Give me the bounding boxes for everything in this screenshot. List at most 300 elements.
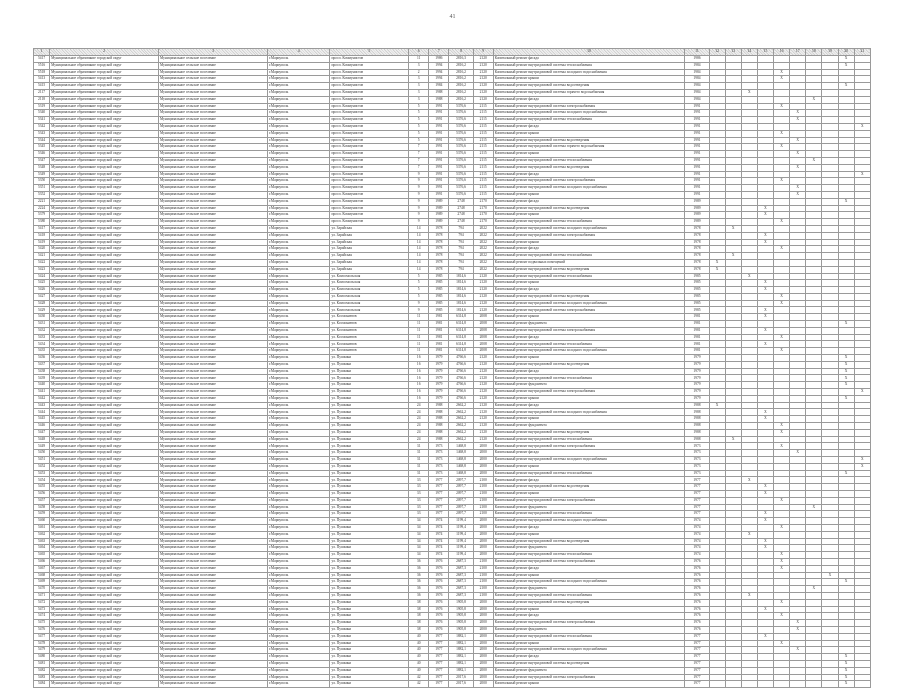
table-cell xyxy=(854,212,870,219)
table-cell: ул. Космонавтов xyxy=(330,334,409,341)
table-cell xyxy=(725,599,741,606)
table-cell xyxy=(822,463,838,470)
table-cell: г.Мариуполь xyxy=(267,667,330,674)
table-cell: Муниципальное сельское поселение xyxy=(159,62,268,69)
table-row xyxy=(34,579,871,586)
table-cell xyxy=(741,144,757,151)
table-cell: Муниципальное образование городской округ xyxy=(50,416,159,423)
table-cell: 1978 xyxy=(429,253,449,260)
table-cell: 1814,6 xyxy=(449,300,473,307)
column-header: 8 xyxy=(449,49,473,56)
table-cell xyxy=(757,402,773,409)
table-cell: 3 xyxy=(409,62,429,69)
table-cell: 2000 xyxy=(473,538,493,545)
table-cell: Капитальный ремонт внутридомовой системы водоотведения xyxy=(493,429,685,436)
table-cell: 2115 xyxy=(473,103,493,110)
table-cell: Капитальный ремонт крыши xyxy=(493,416,685,423)
table-cell xyxy=(806,76,822,83)
table-cell xyxy=(854,538,870,545)
table-cell xyxy=(725,137,741,144)
table-cell: просп. Коммунистов xyxy=(330,198,409,205)
table-cell xyxy=(725,62,741,69)
table-cell xyxy=(854,96,870,103)
table-cell xyxy=(709,389,725,396)
table-cell: 38 xyxy=(409,613,429,620)
table-cell xyxy=(790,524,806,531)
table-row xyxy=(34,130,871,137)
table-cell xyxy=(790,361,806,368)
table-cell xyxy=(709,504,725,511)
table-cell: Муниципальное образование городской округ xyxy=(50,259,159,266)
table-cell: X xyxy=(725,436,741,443)
table-cell: Муниципальное сельское поселение xyxy=(159,667,268,674)
table-cell: 9 xyxy=(409,171,429,178)
table-cell: Муниципальное образование городской округ xyxy=(50,103,159,110)
table-cell: ул. Зарайская xyxy=(330,253,409,260)
table-cell: X xyxy=(790,110,806,117)
table-cell: Муниципальное сельское поселение xyxy=(159,137,268,144)
table-cell xyxy=(838,69,854,76)
table-cell xyxy=(838,103,854,110)
table-cell: 1973 xyxy=(685,470,709,477)
table-cell: 1974 xyxy=(685,538,709,545)
table-cell: X xyxy=(806,504,822,511)
table-cell xyxy=(757,62,773,69)
table-cell xyxy=(854,524,870,531)
table-cell: 14 xyxy=(409,246,429,253)
table-cell: 5455 xyxy=(34,484,50,491)
table-cell: X xyxy=(854,389,870,396)
table-cell: 1905,8 xyxy=(449,626,473,633)
table-cell xyxy=(741,123,757,130)
table-cell: 11 xyxy=(409,334,429,341)
table-cell: г.Мариуполь xyxy=(267,225,330,232)
table-cell: 3 xyxy=(409,76,429,83)
table-cell: ул. Пушкина xyxy=(330,565,409,572)
table-cell: Капитальный ремонт фундамента xyxy=(493,504,685,511)
table-cell: 36 xyxy=(409,579,429,586)
table-cell xyxy=(854,266,870,273)
table-cell: X xyxy=(757,341,773,348)
table-cell: просп. Коммунистов xyxy=(330,151,409,158)
table-cell: Муниципальное сельское поселение xyxy=(159,538,268,545)
table-cell: 2022 xyxy=(473,246,493,253)
table-cell: 1991 xyxy=(685,185,709,192)
table-cell xyxy=(822,538,838,545)
table-cell xyxy=(854,395,870,402)
table-cell xyxy=(741,321,757,328)
table-cell xyxy=(709,633,725,640)
table-cell xyxy=(838,640,854,647)
table-cell xyxy=(854,239,870,246)
table-cell xyxy=(854,273,870,280)
table-cell xyxy=(822,62,838,69)
table-cell: 5423 xyxy=(34,266,50,273)
table-cell xyxy=(774,185,790,192)
table-cell: 2120 xyxy=(473,307,493,314)
table-cell xyxy=(822,171,838,178)
table-cell: Муниципальное сельское поселение xyxy=(159,117,268,124)
table-cell: 9 xyxy=(409,198,429,205)
table-cell xyxy=(806,674,822,681)
table-cell xyxy=(741,626,757,633)
table-cell: Капитальный ремонт внутридомовой системы электроснабжения xyxy=(493,327,685,334)
table-cell: ул. Пушкина xyxy=(330,599,409,606)
table-cell: 2120 xyxy=(473,300,493,307)
table-cell: 1978 xyxy=(429,232,449,239)
table-cell xyxy=(709,586,725,593)
table-cell: 1905,8 xyxy=(449,613,473,620)
table-cell xyxy=(725,355,741,362)
column-header: 2 xyxy=(50,49,159,56)
table-cell: Муниципальное сельское поселение xyxy=(159,660,268,667)
table-cell: 2115 xyxy=(473,178,493,185)
table-cell: 1468,8 xyxy=(449,463,473,470)
table-cell xyxy=(854,572,870,579)
table-cell xyxy=(709,83,725,90)
table-cell xyxy=(709,518,725,525)
table-cell xyxy=(725,151,741,158)
table-cell: Муниципальное образование городской округ xyxy=(50,674,159,681)
table-cell: ул. Пушкина xyxy=(330,586,409,593)
table-cell xyxy=(774,592,790,599)
table-cell: Капитальный ремонт фасада xyxy=(493,334,685,341)
table-cell: 5480 xyxy=(34,654,50,661)
table-cell: 6314,8 xyxy=(449,334,473,341)
table-cell xyxy=(838,164,854,171)
column-header: 9 xyxy=(473,49,493,56)
table-cell xyxy=(741,178,757,185)
table-cell: 24 xyxy=(409,436,429,443)
table-cell xyxy=(725,198,741,205)
table-cell xyxy=(741,491,757,498)
table-cell: 5462 xyxy=(34,531,50,538)
table-row xyxy=(34,355,871,362)
table-cell: 2000 xyxy=(473,463,493,470)
table-cell: 2748 xyxy=(449,219,473,226)
table-cell xyxy=(790,511,806,518)
table-cell: Муниципальное образование городской округ xyxy=(50,395,159,402)
table-cell: 5376,6 xyxy=(449,151,473,158)
table-cell: 5473 xyxy=(34,606,50,613)
table-cell: 2100 xyxy=(473,579,493,586)
table-cell: 1988 xyxy=(429,409,449,416)
table-cell: г.Мариуполь xyxy=(267,375,330,382)
table-cell xyxy=(854,259,870,266)
table-cell xyxy=(790,606,806,613)
table-cell xyxy=(822,110,838,117)
table-cell: 5449 xyxy=(34,443,50,450)
table-cell: просп. Коммунистов xyxy=(330,62,409,69)
table-cell: 1979 xyxy=(429,361,449,368)
table-row xyxy=(34,606,871,613)
table-row xyxy=(34,477,871,484)
table-cell xyxy=(741,511,757,518)
table-cell: Капитальный ремонт внутридомовой системы электроснабжения xyxy=(493,178,685,185)
table-cell xyxy=(725,416,741,423)
table-cell xyxy=(822,518,838,525)
table-cell: Муниципальное образование городской округ xyxy=(50,334,159,341)
table-cell xyxy=(854,103,870,110)
table-cell: Капитальный ремонт внутридомовой системы водоотведения xyxy=(493,484,685,491)
table-cell xyxy=(741,219,757,226)
table-cell: 1977 xyxy=(429,511,449,518)
table-cell: ул. Комсомольская xyxy=(330,307,409,314)
table-cell xyxy=(806,225,822,232)
table-row xyxy=(34,511,871,518)
table-cell: Муниципальное образование городской округ xyxy=(50,681,159,688)
table-cell: г.Мариуполь xyxy=(267,606,330,613)
table-cell: Муниципальное сельское поселение xyxy=(159,83,268,90)
table-cell: г.Мариуполь xyxy=(267,647,330,654)
table-cell xyxy=(709,355,725,362)
table-cell xyxy=(741,436,757,443)
table-cell: 2008 xyxy=(473,334,493,341)
table-cell: 1973 xyxy=(429,470,449,477)
table-cell: 2115 xyxy=(473,144,493,151)
table-cell xyxy=(806,239,822,246)
table-cell xyxy=(838,259,854,266)
table-cell: г.Мариуполь xyxy=(267,565,330,572)
table-cell: г.Мариуполь xyxy=(267,640,330,647)
table-cell: Муниципальное образование городской округ xyxy=(50,191,159,198)
table-cell xyxy=(709,545,725,552)
table-cell xyxy=(838,334,854,341)
table-cell: 1977 xyxy=(429,681,449,688)
table-cell: X xyxy=(774,144,790,151)
table-cell xyxy=(725,524,741,531)
table-cell: Муниципальное образование городской округ xyxy=(50,402,159,409)
table-cell: Муниципальное сельское поселение xyxy=(159,484,268,491)
table-cell: г.Мариуполь xyxy=(267,327,330,334)
table-cell xyxy=(822,246,838,253)
table-cell xyxy=(806,660,822,667)
table-cell: 5376,6 xyxy=(449,130,473,137)
table-cell xyxy=(822,382,838,389)
table-cell xyxy=(790,178,806,185)
table-cell xyxy=(806,457,822,464)
table-cell xyxy=(725,178,741,185)
table-row xyxy=(34,633,871,640)
table-cell xyxy=(838,341,854,348)
table-cell: 11 xyxy=(409,321,429,328)
table-cell: 1977 xyxy=(429,504,449,511)
table-cell: 6314,8 xyxy=(449,321,473,328)
table-cell xyxy=(854,592,870,599)
table-cell: просп. Коммунистов xyxy=(330,191,409,198)
table-cell: 38 xyxy=(409,606,429,613)
table-cell: 2100 xyxy=(473,477,493,484)
table-cell xyxy=(709,341,725,348)
table-cell xyxy=(790,280,806,287)
table-cell: X xyxy=(757,327,773,334)
table-cell xyxy=(774,273,790,280)
table-cell xyxy=(790,341,806,348)
table-cell xyxy=(774,409,790,416)
table-cell: 2100 xyxy=(473,511,493,518)
table-cell: Капитальный ремонт внутридомовой системы холодного водоснабжения xyxy=(493,69,685,76)
table-cell: ул. Пушкина xyxy=(330,633,409,640)
table-cell: 2097,7 xyxy=(449,511,473,518)
table-cell xyxy=(806,56,822,63)
table-cell xyxy=(822,613,838,620)
table-cell: 1991 xyxy=(429,191,449,198)
table-cell: г.Мариуполь xyxy=(267,450,330,457)
table-cell: 1976 xyxy=(685,613,709,620)
table-cell: 11 xyxy=(409,56,429,63)
table-cell xyxy=(806,232,822,239)
table-cell xyxy=(725,484,741,491)
table-cell: 1988 xyxy=(429,89,449,96)
table-cell xyxy=(838,130,854,137)
table-cell: 1979 xyxy=(685,355,709,362)
table-cell: Капитальный ремонт фасада xyxy=(493,654,685,661)
table-cell xyxy=(757,552,773,559)
table-cell xyxy=(757,246,773,253)
table-cell: 1979 xyxy=(685,375,709,382)
table-cell xyxy=(838,436,854,443)
table-cell: X xyxy=(757,409,773,416)
table-cell xyxy=(725,259,741,266)
table-cell: Муниципальное сельское поселение xyxy=(159,545,268,552)
table-cell xyxy=(854,83,870,90)
table-cell xyxy=(757,504,773,511)
table-cell xyxy=(741,579,757,586)
column-header: 20 xyxy=(838,49,854,56)
table-cell xyxy=(725,395,741,402)
table-cell: Капитальный ремонт внутридомовой системы теплоснабжения xyxy=(493,470,685,477)
table-cell: Муниципальное сельское поселение xyxy=(159,429,268,436)
table-cell: Капитальный ремонт внутридомовой системы холодного водоснабжения xyxy=(493,185,685,192)
table-cell: 5424 xyxy=(34,273,50,280)
table-cell xyxy=(774,355,790,362)
table-cell: 2097,7 xyxy=(449,491,473,498)
table-cell xyxy=(709,171,725,178)
table-cell: Муниципальное образование городской округ xyxy=(50,504,159,511)
table-cell xyxy=(854,633,870,640)
table-cell xyxy=(822,266,838,273)
table-row xyxy=(34,232,871,239)
table-cell xyxy=(774,280,790,287)
table-cell: 1976 xyxy=(429,599,449,606)
table-cell xyxy=(725,389,741,396)
table-cell: 1814,6 xyxy=(449,287,473,294)
table-cell: 1978 xyxy=(685,239,709,246)
table-cell: 6314,8 xyxy=(449,341,473,348)
table-cell: 1981 xyxy=(429,321,449,328)
table-cell: 1468,8 xyxy=(449,443,473,450)
table-cell: Муниципальное образование городской округ xyxy=(50,361,159,368)
table-cell: Капитальный ремонт крыши xyxy=(493,606,685,613)
table-cell: ул. Пушкина xyxy=(330,558,409,565)
table-cell: 2115 xyxy=(473,137,493,144)
table-row xyxy=(34,293,871,300)
column-header: 3 xyxy=(159,49,268,56)
table-cell: 1976 xyxy=(685,579,709,586)
table-cell xyxy=(741,83,757,90)
table-cell: Капитальный ремонт внутридомовой системы теплоснабжения xyxy=(493,219,685,226)
table-cell xyxy=(822,416,838,423)
table-cell: Муниципальное сельское поселение xyxy=(159,416,268,423)
table-cell xyxy=(725,191,741,198)
column-header: 10 xyxy=(493,49,685,56)
table-cell: Капитальный ремонт крыши xyxy=(493,130,685,137)
table-cell: г.Мариуполь xyxy=(267,382,330,389)
table-cell: Муниципальное образование городской округ xyxy=(50,219,159,226)
table-cell: Муниципальное сельское поселение xyxy=(159,69,268,76)
table-cell xyxy=(757,334,773,341)
table-cell: 2000 xyxy=(473,647,493,654)
table-cell: 34 xyxy=(409,524,429,531)
table-row xyxy=(34,103,871,110)
column-header: 6 xyxy=(409,49,429,56)
table-cell xyxy=(790,348,806,355)
table-cell: 1989 xyxy=(429,212,449,219)
table-cell xyxy=(757,450,773,457)
table-cell xyxy=(709,293,725,300)
table-cell: г.Мариуполь xyxy=(267,674,330,681)
table-cell xyxy=(757,423,773,430)
table-cell: 5516 xyxy=(34,62,50,69)
table-cell: 42 xyxy=(409,681,429,688)
table-cell xyxy=(822,56,838,63)
table-row xyxy=(34,429,871,436)
table-cell xyxy=(757,389,773,396)
table-cell: Муниципальное образование городской округ xyxy=(50,545,159,552)
table-cell: просп. Коммунистов xyxy=(330,110,409,117)
table-cell: Капитальный ремонт фасада xyxy=(493,198,685,205)
table-cell xyxy=(741,572,757,579)
table-cell xyxy=(709,137,725,144)
table-cell: Капитальный ремонт внутридомовой системы горячего водоснабжения xyxy=(493,89,685,96)
table-cell: 1979 xyxy=(429,375,449,382)
table-cell xyxy=(741,137,757,144)
table-cell xyxy=(709,375,725,382)
table-cell xyxy=(838,586,854,593)
table-row xyxy=(34,144,871,151)
table-cell: Муниципальное сельское поселение xyxy=(159,259,268,266)
table-cell: 16 xyxy=(409,375,429,382)
table-cell: X xyxy=(757,205,773,212)
table-cell: 794 xyxy=(449,239,473,246)
table-cell: 24 xyxy=(409,409,429,416)
table-cell: 1977 xyxy=(685,647,709,654)
table-cell xyxy=(838,266,854,273)
table-cell: Капитальный ремонт внутридомовой системы теплоснабжения xyxy=(493,117,685,124)
table-cell: г.Мариуполь xyxy=(267,599,330,606)
table-cell xyxy=(822,667,838,674)
table-cell xyxy=(854,518,870,525)
table-cell: 1991 xyxy=(429,117,449,124)
table-cell: 5442 xyxy=(34,395,50,402)
table-cell: 1199,4 xyxy=(449,538,473,545)
table-row xyxy=(34,457,871,464)
table-row xyxy=(34,191,871,198)
table-cell xyxy=(854,620,870,627)
table-cell xyxy=(741,246,757,253)
table-cell xyxy=(709,253,725,260)
table-cell: г.Мариуполь xyxy=(267,348,330,355)
table-row xyxy=(34,185,871,192)
table-cell: 5453 xyxy=(34,470,50,477)
table-cell: 1994 xyxy=(429,62,449,69)
table-cell xyxy=(709,667,725,674)
table-cell xyxy=(774,389,790,396)
table-cell: 5 xyxy=(409,123,429,130)
table-cell: ул. Пушкина xyxy=(330,484,409,491)
table-cell: X xyxy=(806,96,822,103)
column-header: 15 xyxy=(757,49,773,56)
